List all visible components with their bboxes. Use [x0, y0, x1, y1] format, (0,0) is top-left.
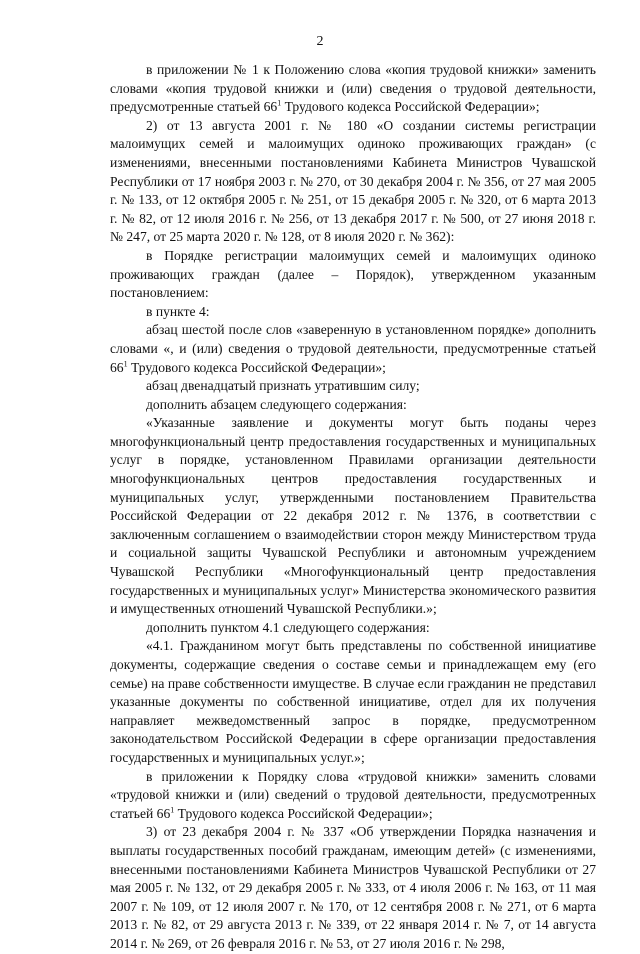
paragraph: абзац двенадцатый признать утратившим силу;: [146, 378, 420, 394]
paragraph: абзац шестой после слов «заверенную в установленном порядке» дополнить словами «, и (или) сведения о трудовой деятельности, предусмотренные статьей $66^1$ Трудового кодекса Российской Федерации»;: [110, 322, 596, 375]
paragraph: в приложении к Порядку слова «трудовой книжки» заменить словами «трудовой книжки и (или) сведений о трудовой деятельности, предусмотренных статьей $66^1$ Трудового кодекса Российской Федерации»;: [110, 768, 596, 821]
paragraph: в Порядке регистрации малоимущих семей и малоимущих одиноко проживающих граждан (далее – Порядок), утвержденном указанным постановлением:: [110, 247, 596, 301]
page-number: 2: [316, 34, 324, 49]
paragraph: в приложении № 1 к Положению слова «копия трудовой книжки» заменить словами «копия трудовой книжки и (или) сведения о трудовой деятельности, предусмотренные статьей $66^1$ Трудового кодекса Российской Федерации»;: [110, 62, 596, 115]
paragraph: дополнить абзацем следующего содержания:: [146, 396, 407, 412]
document-body: [110, 61, 596, 954]
paragraph: 3) от 23 декабря 2004 г. № 337 «Об утверждении Порядка назначения и выплаты государственных пособий гражданам, имеющим детей» (с изменениями, внесенными постановлениями Кабинета Министров Чувашской Республики от 27 мая 2005 г. № 132, от 29 декабря 2005 г. № 333, от 4 июля 2006 г. № 163, от 11 мая 2007 г. № 109, от 12 июля 2007 г. № 170, от 12 сентября 2008 г. № 271, от 6 марта 2013 г. № 82, от 29 августа 2013 г. № 339, от 22 января 2014 г. № 7, от 14 августа 2014 г. № 269, от 26 февраля 2016 г. № 53, от 27 июля 2016 г. № 298,: [110, 824, 596, 951]
paragraph: 2) от 13 августа 2001 г. № 180 «О создании системы регистрации малоимущих семей и малоимущих одиноко проживающих граждан» (с изменениями, внесенными постановлениями Кабинета Министров Чувашской Республики от 17 ноября 2003 г. № 270, от 30 декабря 2004 г. № 356, от 27 мая 2005 г. № 133, от 12 октября 2005 г. № 251, от 15 декабря 2005 г. № 320, от 6 марта 2013 г. № 82, от 12 июля 2016 г. № 256, от 13 декабря 2017 г. № 500, от 27 июня 2018 г. № 247, от 25 марта 2020 г. № 128, от 8 июля 2020 г. № 362):: [110, 117, 596, 245]
paragraph: «4.1. Гражданином могут быть представлены по собственной инициативе документы, содержащие сведения о составе семьи и принадлежащем ему (его семье) на праве собственности имуществе. В случае если гражданин не представил указанные документы по собственной инициативе, отдел для их получения направляет межведомственный запрос в порядке, предусмотренном законодательством Российской Федерации в сфере организации предоставления государственных и муниципальных услуг.»;: [110, 638, 596, 765]
paragraph: «Указанные заявление и документы могут быть поданы через многофункциональный центр предоставления государственных и муниципальных услуг в порядке, установленном Правилами организации деятельности многофункциональных центров предоставления государственных и муниципальных услуг, утвержденными постановлением Правительства Российской Федерации от 22 декабря 2012 г. № 1376, в соответствии с заключенным соглашением о взаимодействии сторон между Министерством труда и социальной защиты Чувашской Республики и автономным учреждением Чувашской Республики «Многофункциональный центр предоставления государственных и муниципальных услуг» Министерства экономического развития и имущественных отношений Чувашской Республики.»;: [110, 415, 596, 617]
paragraph: дополнить пунктом 4.1 следующего содержания:: [146, 619, 430, 635]
paragraph: в пункте 4:: [146, 303, 210, 319]
